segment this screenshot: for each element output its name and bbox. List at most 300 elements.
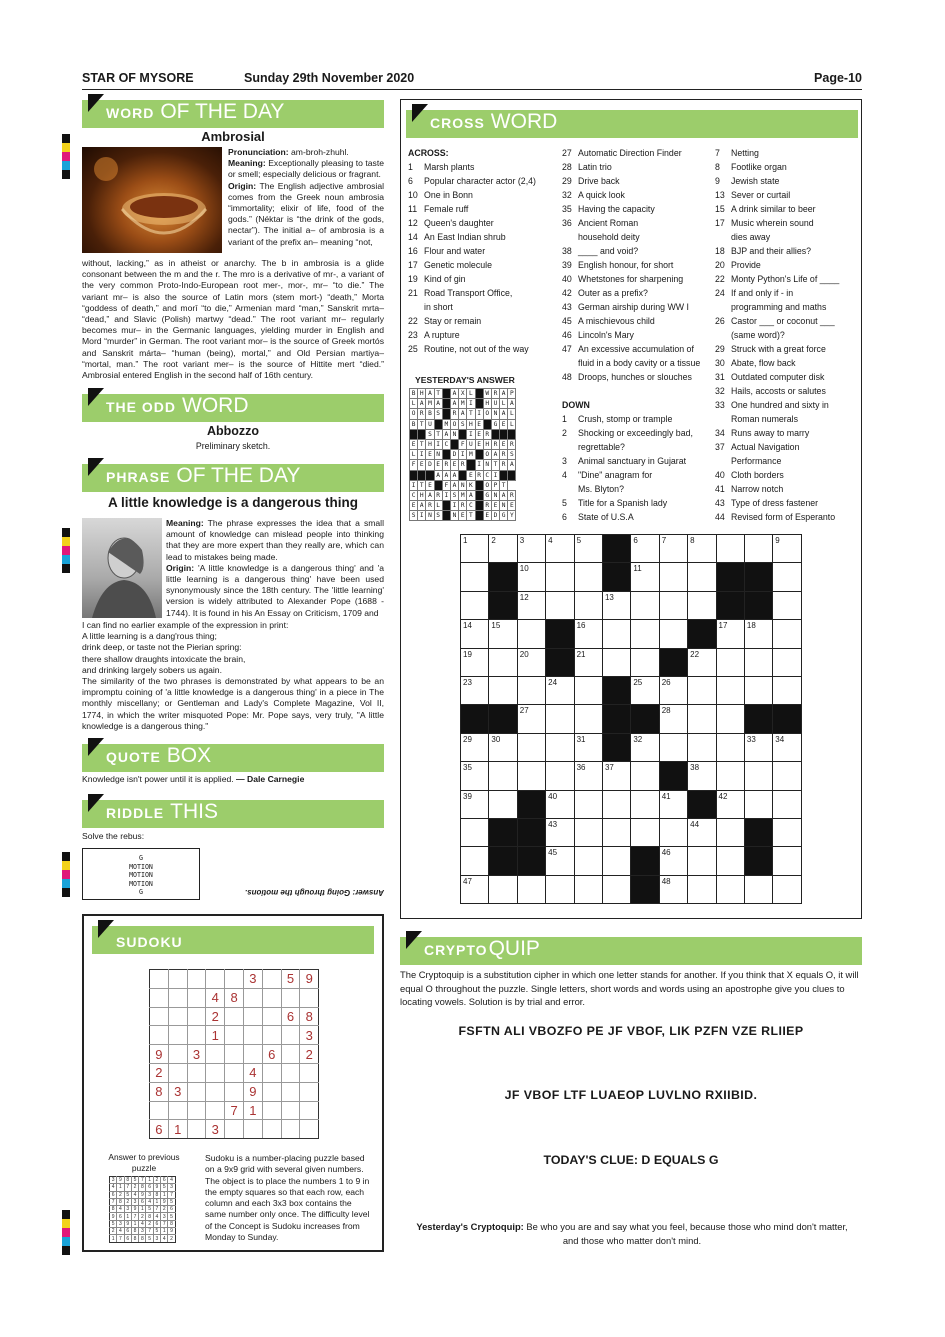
black-square xyxy=(475,450,483,460)
answer-cell: D xyxy=(426,460,434,470)
banner-title: OF THE DAY xyxy=(160,100,285,123)
crossword-cell[interactable] xyxy=(716,847,744,875)
sudoku-cell[interactable] xyxy=(150,1026,169,1045)
black-square xyxy=(716,591,744,619)
crossword-cell[interactable]: 36 xyxy=(574,762,602,790)
crossword-cell[interactable] xyxy=(773,591,801,619)
crossword-cell[interactable]: 16 xyxy=(574,620,602,648)
sudoku-cell[interactable] xyxy=(281,1026,300,1045)
crossword-cell[interactable] xyxy=(602,790,630,818)
answer-cell: N xyxy=(491,490,499,500)
crossword-cell[interactable] xyxy=(744,676,772,704)
clue-number: 40 xyxy=(715,470,725,480)
crossword-cell[interactable]: 37 xyxy=(602,762,630,790)
sudoku-cell[interactable]: 1 xyxy=(243,1101,262,1120)
sudoku-cell[interactable] xyxy=(300,1101,319,1120)
answer-cell: C xyxy=(467,501,475,511)
crossword-cell[interactable] xyxy=(489,648,517,676)
clue-text: Animal sanctuary in Gujarat xyxy=(578,456,687,466)
sudoku-cell: 1 xyxy=(161,1228,168,1235)
crossword-cell[interactable]: 9 xyxy=(773,535,801,563)
clue-text: Ancient Roman xyxy=(578,218,639,228)
crossword-cell[interactable] xyxy=(716,875,744,903)
sudoku-cell[interactable]: 2 xyxy=(300,1045,319,1064)
crossword-cell[interactable] xyxy=(688,875,716,903)
clue-number: 16 xyxy=(408,246,418,256)
crossword-cell[interactable]: 10 xyxy=(517,563,545,591)
sudoku-cell[interactable]: 2 xyxy=(150,1063,169,1082)
sudoku-cell: 3 xyxy=(139,1228,146,1235)
clue-text: One hundred and sixty in xyxy=(731,400,829,410)
sudoku-cell[interactable]: 6 xyxy=(281,1007,300,1026)
crossword-cell[interactable] xyxy=(546,762,574,790)
crossword-cell[interactable] xyxy=(574,563,602,591)
sudoku-cell[interactable]: 6 xyxy=(262,1045,281,1064)
sudoku-cell[interactable] xyxy=(168,1026,187,1045)
clue-item xyxy=(408,188,558,202)
crossword-cell[interactable] xyxy=(659,563,687,591)
clue-number: 37 xyxy=(715,442,725,452)
banner-title: WORD xyxy=(182,394,249,417)
sudoku-cell[interactable] xyxy=(187,1063,206,1082)
sudoku-cell[interactable] xyxy=(300,1082,319,1101)
sudoku-cell[interactable]: 6 xyxy=(150,1120,169,1139)
clue-item xyxy=(715,384,861,398)
crossword-cell[interactable] xyxy=(659,591,687,619)
sudoku-cell[interactable] xyxy=(187,1007,206,1026)
crossword-cell[interactable] xyxy=(461,847,489,875)
crossword-cell[interactable] xyxy=(688,847,716,875)
crossword-cell[interactable] xyxy=(716,762,744,790)
sudoku-cell[interactable] xyxy=(262,1082,281,1101)
crossword-cell[interactable] xyxy=(744,790,772,818)
crossword-cell[interactable] xyxy=(489,875,517,903)
crossword-cell[interactable] xyxy=(517,875,545,903)
sudoku-cell: 3 xyxy=(117,1220,124,1227)
answer-cell: A xyxy=(450,389,458,399)
crossword-cell[interactable] xyxy=(461,563,489,591)
crossword-cell[interactable] xyxy=(688,676,716,704)
sudoku-cell: 3 xyxy=(146,1191,153,1198)
sudoku-cell[interactable] xyxy=(243,1026,262,1045)
sudoku-cell: 2 xyxy=(139,1213,146,1220)
crossword-cell[interactable]: 48 xyxy=(659,875,687,903)
crossword-cell[interactable]: 6 xyxy=(631,535,659,563)
sudoku-cell[interactable] xyxy=(300,988,319,1007)
sudoku-cell[interactable] xyxy=(262,1007,281,1026)
crossword-cell[interactable]: 43 xyxy=(546,818,574,846)
sudoku-cell[interactable]: 8 xyxy=(300,1007,319,1026)
answer-cell: O xyxy=(483,480,491,490)
crossword-cell[interactable]: 7 xyxy=(659,535,687,563)
crossword-cell[interactable]: 42 xyxy=(716,790,744,818)
crossword-cell[interactable] xyxy=(688,705,716,733)
clue-item xyxy=(715,286,861,300)
sudoku-cell[interactable] xyxy=(281,988,300,1007)
crossword-cell[interactable] xyxy=(602,875,630,903)
clue-item xyxy=(715,468,861,482)
clue-number: 36 xyxy=(562,218,572,228)
sudoku-cell[interactable]: 3 xyxy=(187,1045,206,1064)
crossword-cell[interactable]: 14 xyxy=(461,620,489,648)
crossword-cell[interactable] xyxy=(461,818,489,846)
crossword-grid xyxy=(460,534,802,904)
answer-cell: T xyxy=(467,409,475,419)
clue-item xyxy=(562,440,712,454)
crossword-cell[interactable]: 30 xyxy=(489,733,517,761)
crossword-cell[interactable] xyxy=(773,847,801,875)
crossword-cell[interactable]: 21 xyxy=(574,648,602,676)
crossword-cell[interactable] xyxy=(773,648,801,676)
answer-cell: Y xyxy=(508,511,516,521)
crossword-cell[interactable]: 24 xyxy=(546,676,574,704)
crossword-cell[interactable]: 5 xyxy=(574,535,602,563)
sudoku-cell[interactable] xyxy=(206,1063,225,1082)
crossword-cell[interactable]: 38 xyxy=(688,762,716,790)
crossword-cell[interactable]: 32 xyxy=(631,733,659,761)
crossword-cell[interactable]: 34 xyxy=(773,733,801,761)
sudoku-cell[interactable] xyxy=(150,988,169,1007)
black-square xyxy=(467,460,475,470)
crossword-cell[interactable] xyxy=(744,875,772,903)
clue-item xyxy=(715,482,861,496)
sudoku-cell[interactable] xyxy=(168,1045,187,1064)
crossword-cell[interactable] xyxy=(574,591,602,619)
sudoku-cell[interactable]: 3 xyxy=(168,1082,187,1101)
sudoku-cell[interactable]: 1 xyxy=(168,1120,187,1139)
crossword-cell[interactable]: 28 xyxy=(659,705,687,733)
clue-item xyxy=(715,356,861,370)
crossword-cell[interactable] xyxy=(631,762,659,790)
sudoku-cell[interactable] xyxy=(225,1120,244,1139)
answer-cell: U xyxy=(467,439,475,449)
crossword-cell[interactable] xyxy=(517,733,545,761)
crossword-cell[interactable] xyxy=(631,591,659,619)
sudoku-cell[interactable]: 8 xyxy=(150,1082,169,1101)
crossword-cell[interactable] xyxy=(773,676,801,704)
sudoku-cell: 9 xyxy=(139,1191,146,1198)
clue-number: 33 xyxy=(715,400,725,410)
crossword-cell[interactable] xyxy=(574,818,602,846)
sudoku-cell[interactable] xyxy=(206,1082,225,1101)
sudoku-cell[interactable] xyxy=(262,1120,281,1139)
registration-marks xyxy=(62,1210,70,1255)
crossword-cell[interactable] xyxy=(716,818,744,846)
clue-item xyxy=(715,398,861,412)
clue-text: Netting xyxy=(731,148,759,158)
answer-cell: M xyxy=(459,399,467,409)
crossword-cell[interactable] xyxy=(773,620,801,648)
crossword-cell[interactable] xyxy=(688,591,716,619)
crossword-cell[interactable]: 22 xyxy=(688,648,716,676)
clue-number: 39 xyxy=(562,260,572,270)
crossword-cell[interactable]: 33 xyxy=(744,733,772,761)
clue-number: 48 xyxy=(562,372,572,382)
clue-text: State of U.S.A xyxy=(578,512,634,522)
clue-text: Outer as a prefix? xyxy=(578,288,648,298)
clue-text: Flour and water xyxy=(424,246,486,256)
banner-label: PHRASE xyxy=(106,469,171,485)
sudoku-cell[interactable] xyxy=(281,1063,300,1082)
sudoku-cell[interactable] xyxy=(187,1082,206,1101)
sudoku-cell[interactable]: 8 xyxy=(225,988,244,1007)
clue-number: 14 xyxy=(408,232,418,242)
crossword-cell[interactable] xyxy=(773,875,801,903)
sudoku-cell[interactable] xyxy=(187,988,206,1007)
sudoku-cell: 9 xyxy=(117,1177,124,1184)
sudoku-cell[interactable] xyxy=(225,1082,244,1101)
crossword-cell[interactable] xyxy=(546,875,574,903)
crossword-cell[interactable] xyxy=(688,733,716,761)
crossword-cell[interactable] xyxy=(631,790,659,818)
crossword-cell[interactable] xyxy=(574,847,602,875)
crossword-cell[interactable] xyxy=(517,676,545,704)
crossword-cell[interactable] xyxy=(659,733,687,761)
answer-cell: O xyxy=(450,419,458,429)
crossword-cell[interactable]: 1 xyxy=(461,535,489,563)
answer-cell: R xyxy=(500,450,508,460)
sudoku-cell[interactable]: 3 xyxy=(243,970,262,989)
crossword-cell[interactable] xyxy=(602,818,630,846)
sudoku-cell[interactable]: 3 xyxy=(206,1120,225,1139)
crossword-cell[interactable]: 27 xyxy=(517,705,545,733)
sudoku-cell[interactable] xyxy=(243,1120,262,1139)
sudoku-cell[interactable] xyxy=(262,1026,281,1045)
crossword-cell[interactable] xyxy=(517,762,545,790)
clue-text: Narrow notch xyxy=(731,484,784,494)
crossword-cell[interactable]: 13 xyxy=(602,591,630,619)
clue-text: A mischievous child xyxy=(578,316,655,326)
banner-notch-icon xyxy=(412,104,428,122)
crossword-cell[interactable] xyxy=(744,648,772,676)
crossword-cell[interactable] xyxy=(546,705,574,733)
crossword-cell[interactable] xyxy=(546,733,574,761)
crossword-cell[interactable] xyxy=(773,563,801,591)
crossword-cell[interactable] xyxy=(716,676,744,704)
sudoku-cell[interactable] xyxy=(206,970,225,989)
crossword-cell[interactable]: 12 xyxy=(517,591,545,619)
crossword-cell[interactable] xyxy=(631,620,659,648)
sudoku-cell[interactable] xyxy=(262,970,281,989)
clue-text: Stay or remain xyxy=(424,316,482,326)
sudoku-cell: 5 xyxy=(110,1220,117,1227)
sudoku-cell[interactable]: 9 xyxy=(243,1082,262,1101)
sudoku-cell[interactable] xyxy=(150,1007,169,1026)
sudoku-cell: 7 xyxy=(110,1198,117,1205)
crossword-cell[interactable] xyxy=(631,648,659,676)
crossword-cell[interactable] xyxy=(574,705,602,733)
sudoku-cell[interactable] xyxy=(225,1045,244,1064)
crossword-cell[interactable] xyxy=(546,563,574,591)
sudoku-cell[interactable] xyxy=(187,1026,206,1045)
banner-label: SUDOKU xyxy=(116,934,183,950)
crossword-cell[interactable] xyxy=(744,535,772,563)
crossword-cell[interactable]: 40 xyxy=(546,790,574,818)
answer-cell: N xyxy=(500,501,508,511)
crossword-cell[interactable]: 44 xyxy=(688,818,716,846)
sudoku-cell[interactable] xyxy=(281,1101,300,1120)
crossword-cell[interactable]: 3 xyxy=(517,535,545,563)
sudoku-cell: 3 xyxy=(110,1177,117,1184)
crossword-cell[interactable]: 45 xyxy=(546,847,574,875)
odd-word: Abbozzo xyxy=(206,424,260,438)
sudoku-cell[interactable] xyxy=(168,988,187,1007)
crossword-cell[interactable] xyxy=(574,790,602,818)
origin-label: Origin: xyxy=(166,562,195,573)
sudoku-cell[interactable] xyxy=(225,1007,244,1026)
sudoku-cell[interactable] xyxy=(225,970,244,989)
crossword-cell[interactable]: 41 xyxy=(659,790,687,818)
portrait-icon xyxy=(82,518,162,618)
crossword-cell[interactable]: 23 xyxy=(461,676,489,704)
crossword-cell[interactable] xyxy=(602,648,630,676)
crossword-cell[interactable]: 2 xyxy=(489,535,517,563)
sudoku-cell: 2 xyxy=(161,1206,168,1213)
crossword-cell[interactable] xyxy=(744,762,772,790)
crossword-cell[interactable] xyxy=(602,847,630,875)
crossword-cell[interactable] xyxy=(716,535,744,563)
sudoku-cell: 7 xyxy=(146,1228,153,1235)
crossword-cell[interactable] xyxy=(659,818,687,846)
clue-text: programming and maths xyxy=(731,302,827,312)
crossword-cell[interactable]: 8 xyxy=(688,535,716,563)
sudoku-cell[interactable] xyxy=(281,1045,300,1064)
clue-text: Castor ___ or coconut ___ xyxy=(731,316,835,326)
answer-cell: H xyxy=(418,490,426,500)
sudoku-cell[interactable] xyxy=(206,1045,225,1064)
answer-cell: B xyxy=(410,389,418,399)
sudoku-cell[interactable]: 9 xyxy=(150,1045,169,1064)
black-square xyxy=(475,399,483,409)
crossword-cell[interactable] xyxy=(659,620,687,648)
sudoku-cell[interactable] xyxy=(281,1082,300,1101)
crossword-cell[interactable]: 18 xyxy=(744,620,772,648)
sudoku-cell[interactable]: 9 xyxy=(300,970,319,989)
crossword-cell[interactable] xyxy=(631,818,659,846)
clue-number: 43 xyxy=(715,498,725,508)
crossword-cell[interactable]: 39 xyxy=(461,790,489,818)
crossword-cell[interactable] xyxy=(716,733,744,761)
answer-cell: N xyxy=(491,409,499,419)
black-square xyxy=(475,480,483,490)
sudoku-cell[interactable] xyxy=(262,1063,281,1082)
black-square xyxy=(410,429,418,439)
answer-cell: B xyxy=(426,409,434,419)
crossword-cell[interactable]: 25 xyxy=(631,676,659,704)
clue-number: 45 xyxy=(562,316,572,326)
sudoku-cell[interactable] xyxy=(168,970,187,989)
crossword-cell[interactable] xyxy=(546,591,574,619)
clue-number: 23 xyxy=(408,330,418,340)
answer-cell: H xyxy=(467,419,475,429)
answer-cell: A xyxy=(500,389,508,399)
crossword-cell[interactable]: 17 xyxy=(716,620,744,648)
crossword-cell[interactable]: 26 xyxy=(659,676,687,704)
sudoku-cell[interactable] xyxy=(168,1101,187,1120)
clue-number: 43 xyxy=(562,302,572,312)
crossword-cell[interactable]: 20 xyxy=(517,648,545,676)
crossword-cell[interactable]: 4 xyxy=(546,535,574,563)
clue-number: 4 xyxy=(562,470,567,480)
crossword-cell[interactable]: 31 xyxy=(574,733,602,761)
sudoku-cell[interactable] xyxy=(150,1101,169,1120)
crossword-cell[interactable] xyxy=(489,790,517,818)
sudoku-cell[interactable]: 5 xyxy=(281,970,300,989)
yesterday-label: Yesterday's Cryptoquip: xyxy=(416,1221,524,1232)
sudoku-cell: 4 xyxy=(117,1228,124,1235)
sudoku-cell: 9 xyxy=(124,1220,131,1227)
sudoku-cell: 4 xyxy=(131,1191,138,1198)
crossword-cell[interactable]: 47 xyxy=(461,875,489,903)
sudoku-cell[interactable] xyxy=(225,1063,244,1082)
crossword-cell[interactable] xyxy=(716,705,744,733)
sudoku-cell[interactable] xyxy=(150,970,169,989)
sudoku-cell[interactable] xyxy=(243,1045,262,1064)
sudoku-cell[interactable] xyxy=(187,1120,206,1139)
crossword-cell[interactable]: 35 xyxy=(461,762,489,790)
sudoku-cell[interactable] xyxy=(168,1007,187,1026)
sudoku-cell[interactable] xyxy=(225,1026,244,1045)
crossword-cell[interactable] xyxy=(489,676,517,704)
sudoku-cell[interactable]: 1 xyxy=(206,1026,225,1045)
answer-cell: H xyxy=(483,399,491,409)
sudoku-cell[interactable]: 4 xyxy=(206,988,225,1007)
sudoku-cell[interactable] xyxy=(262,988,281,1007)
sudoku-cell[interactable] xyxy=(243,1007,262,1026)
sudoku-cell[interactable]: 7 xyxy=(225,1101,244,1120)
sudoku-cell[interactable] xyxy=(300,1063,319,1082)
crossword-cell[interactable] xyxy=(716,648,744,676)
sudoku-cell[interactable] xyxy=(300,1120,319,1139)
sudoku-cell[interactable] xyxy=(281,1120,300,1139)
crossword-cell[interactable] xyxy=(602,620,630,648)
crossword-cell[interactable] xyxy=(773,818,801,846)
sudoku-cell[interactable] xyxy=(243,988,262,1007)
sudoku-cell[interactable] xyxy=(187,970,206,989)
clue-item xyxy=(562,258,712,272)
crossword-cell[interactable] xyxy=(574,676,602,704)
crossword-cell[interactable]: 15 xyxy=(489,620,517,648)
clue-text: "Dine" anagram for xyxy=(578,470,653,480)
crossword-cell[interactable] xyxy=(688,563,716,591)
crossword-cell[interactable]: 46 xyxy=(659,847,687,875)
answer-cell: R xyxy=(442,460,450,470)
crossword-cell[interactable] xyxy=(773,790,801,818)
page-header xyxy=(82,70,862,90)
crossword-cell[interactable] xyxy=(517,620,545,648)
crossword-cell[interactable]: 19 xyxy=(461,648,489,676)
clue-text: Revised form of Esperanto xyxy=(731,512,836,522)
clue-text: Ms. Blyton? xyxy=(578,484,624,494)
crossword-cell[interactable] xyxy=(773,762,801,790)
clue-item xyxy=(408,244,558,258)
sudoku-cell[interactable] xyxy=(206,1101,225,1120)
sudoku-cell[interactable] xyxy=(168,1063,187,1082)
sudoku-cell[interactable] xyxy=(187,1101,206,1120)
crossword-cell[interactable] xyxy=(574,875,602,903)
sudoku-cell[interactable]: 2 xyxy=(206,1007,225,1026)
sudoku-cell: 5 xyxy=(124,1191,131,1198)
sudoku-cell[interactable] xyxy=(262,1101,281,1120)
sudoku-cell[interactable]: 3 xyxy=(300,1026,319,1045)
crossword-cell[interactable]: 29 xyxy=(461,733,489,761)
black-square xyxy=(475,490,483,500)
crossword-cell[interactable] xyxy=(461,591,489,619)
answer-cell: E xyxy=(508,501,516,511)
crossword-cell[interactable]: 11 xyxy=(631,563,659,591)
sudoku-cell[interactable]: 4 xyxy=(243,1063,262,1082)
crossword-cell[interactable] xyxy=(489,762,517,790)
